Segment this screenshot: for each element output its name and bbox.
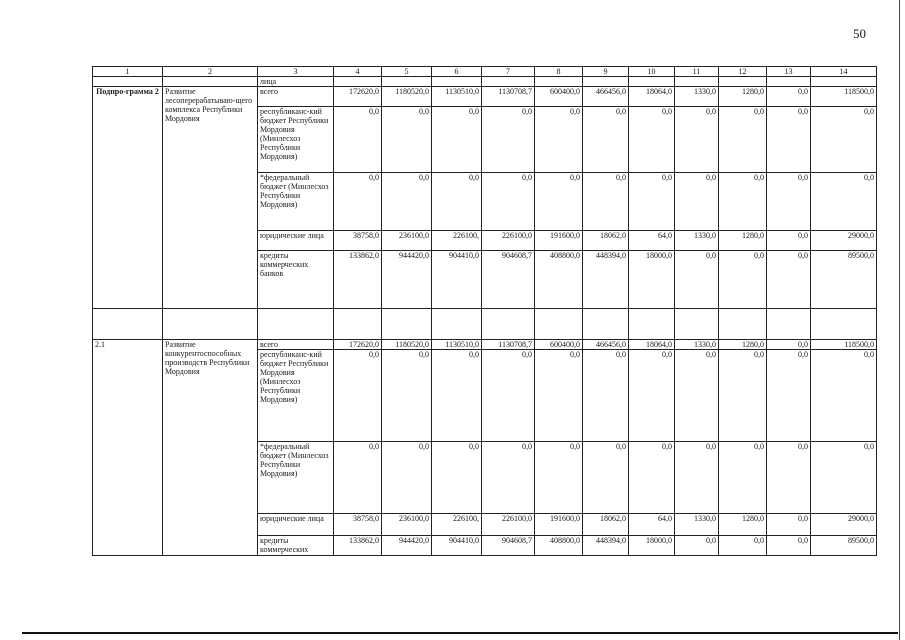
col-num: 9 — [583, 67, 629, 77]
amount-cell: 1330,0 — [675, 231, 719, 251]
amount-cell: 0,0 — [583, 107, 629, 173]
table-row — [93, 87, 877, 107]
amount-cell: 0,0 — [675, 173, 719, 231]
amount-cell: 0,0 — [535, 173, 583, 231]
amount-cell: 0,0 — [535, 350, 583, 442]
amount-cell: 0,0 — [675, 251, 719, 309]
amount-cell: 0,0 — [629, 442, 675, 514]
funding-source-label: республиканс-кий бюджет Республики Мордовия (Минлесхоз Республики Мордовия) — [258, 107, 334, 173]
subprogram-2-block — [93, 87, 877, 309]
funding-source-label: *федеральный бюджет (Минлесхоз Республики Мордовия) — [258, 173, 334, 231]
program-funding-table — [92, 66, 877, 556]
amount-cell: 0,0 — [719, 251, 767, 309]
amount-cell: 1130510,0 — [432, 340, 482, 350]
amount-cell: 0,0 — [767, 514, 811, 536]
amount-cell: 0,0 — [535, 107, 583, 173]
amount-cell: 0,0 — [811, 173, 877, 231]
col-num: 13 — [767, 67, 811, 77]
amount-cell: 38758,0 — [334, 231, 382, 251]
amount-cell: 904608,7 — [482, 251, 535, 309]
amount-cell: 904608,7 — [482, 536, 535, 556]
amount-cell: 0,0 — [719, 350, 767, 442]
amount-cell: 29000,0 — [811, 231, 877, 251]
amount-cell: 0,0 — [482, 350, 535, 442]
amount-cell: 0,0 — [675, 350, 719, 442]
amount-cell: 18064,0 — [629, 87, 675, 107]
amount-cell: 0,0 — [767, 442, 811, 514]
amount-cell: 0,0 — [382, 173, 432, 231]
amount-cell: 0,0 — [432, 173, 482, 231]
amount-cell: 0,0 — [382, 442, 432, 514]
col-num: 1 — [93, 67, 163, 77]
amount-cell: 0,0 — [811, 350, 877, 442]
amount-cell: 904410,0 — [432, 251, 482, 309]
amount-cell: 1280,0 — [719, 340, 767, 350]
amount-cell: 18000,0 — [629, 536, 675, 556]
amount-cell: 0,0 — [767, 350, 811, 442]
amount-cell: 18000,0 — [629, 251, 675, 309]
page-number: 50 — [853, 26, 866, 41]
amount-cell: 0,0 — [535, 442, 583, 514]
amount-cell: 1130708,7 — [482, 87, 535, 107]
amount-cell: 226100, — [432, 231, 482, 251]
program-code: Подпро-грамма 2 — [93, 87, 163, 309]
amount-cell: 0,0 — [583, 442, 629, 514]
amount-cell: 0,0 — [719, 536, 767, 556]
col-num: 14 — [811, 67, 877, 77]
amount-cell: 0,0 — [767, 231, 811, 251]
program-name: Развитие конкурентоспособных производств Республики Мордовия — [163, 340, 258, 556]
amount-cell: 0,0 — [719, 107, 767, 173]
col-num: 7 — [482, 67, 535, 77]
amount-cell: 226100,0 — [482, 231, 535, 251]
amount-cell: 1330,0 — [675, 87, 719, 107]
funding-source-label: всего — [258, 340, 334, 350]
amount-cell: 904410,0 — [432, 536, 482, 556]
funding-source-label: *федеральный бюджет (Минлесхоз Республики Мордовия) — [258, 442, 334, 514]
col-num: 10 — [629, 67, 675, 77]
col-num: 5 — [382, 67, 432, 77]
amount-cell: 1330,0 — [675, 340, 719, 350]
amount-cell: 600400,0 — [535, 87, 583, 107]
funding-source-label: кредиты коммерческих — [258, 536, 334, 556]
amount-cell: 448394,0 — [583, 251, 629, 309]
amount-cell: 0,0 — [629, 173, 675, 231]
col-num: 6 — [432, 67, 482, 77]
amount-cell: 89500,0 — [811, 536, 877, 556]
amount-cell: 0,0 — [629, 350, 675, 442]
program-name: Развитие лесоперерабатываю-щего комплекса Республики Мордовия — [163, 87, 258, 309]
col-num: 8 — [535, 67, 583, 77]
amount-cell: 448394,0 — [583, 536, 629, 556]
col-num: 11 — [675, 67, 719, 77]
amount-cell: 1280,0 — [719, 231, 767, 251]
amount-cell: 0,0 — [432, 442, 482, 514]
amount-cell: 0,0 — [719, 173, 767, 231]
amount-cell: 191600,0 — [535, 514, 583, 536]
amount-cell: 0,0 — [767, 251, 811, 309]
table-row — [93, 77, 877, 87]
program-code: 2.1 — [93, 340, 163, 556]
amount-cell: 0,0 — [334, 350, 382, 442]
amount-cell: 466456,0 — [583, 87, 629, 107]
amount-cell: 1130708,7 — [482, 340, 535, 350]
amount-cell: 118500,0 — [811, 87, 877, 107]
amount-cell: 0,0 — [811, 442, 877, 514]
amount-cell: 944420,0 — [382, 251, 432, 309]
amount-cell: 1180520,0 — [382, 340, 432, 350]
col-num: 3 — [258, 67, 334, 77]
amount-cell: 1280,0 — [719, 87, 767, 107]
funding-source-label: юридические лица — [258, 231, 334, 251]
amount-cell: 0,0 — [767, 536, 811, 556]
amount-cell: 466456,0 — [583, 340, 629, 350]
row-label: лица — [258, 77, 334, 87]
amount-cell: 29000,0 — [811, 514, 877, 536]
amount-cell: 0,0 — [719, 442, 767, 514]
amount-cell: 18062,0 — [583, 514, 629, 536]
scan-edge — [899, 0, 900, 640]
amount-cell: 0,0 — [432, 350, 482, 442]
amount-cell: 0,0 — [382, 107, 432, 173]
amount-cell: 118500,0 — [811, 340, 877, 350]
funding-source-label: кредиты коммерческих банков — [258, 251, 334, 309]
amount-cell: 0,0 — [334, 107, 382, 173]
amount-cell: 64,0 — [629, 514, 675, 536]
amount-cell: 133862,0 — [334, 536, 382, 556]
table-row — [93, 309, 877, 340]
amount-cell: 0,0 — [675, 107, 719, 173]
amount-cell: 0,0 — [767, 173, 811, 231]
amount-cell: 236100,0 — [382, 231, 432, 251]
amount-cell: 0,0 — [382, 350, 432, 442]
amount-cell: 0,0 — [334, 173, 382, 231]
amount-cell: 0,0 — [811, 107, 877, 173]
amount-cell: 172620,0 — [334, 87, 382, 107]
amount-cell: 600400,0 — [535, 340, 583, 350]
amount-cell: 944420,0 — [382, 536, 432, 556]
amount-cell: 226100,0 — [482, 514, 535, 536]
amount-cell: 408800,0 — [535, 251, 583, 309]
amount-cell: 1180520,0 — [382, 87, 432, 107]
amount-cell: 0,0 — [675, 536, 719, 556]
col-num: 12 — [719, 67, 767, 77]
amount-cell: 1330,0 — [675, 514, 719, 536]
amount-cell: 0,0 — [767, 340, 811, 350]
amount-cell: 18062,0 — [583, 231, 629, 251]
measure-2-1-block — [93, 340, 877, 556]
amount-cell: 0,0 — [334, 442, 382, 514]
col-num: 4 — [334, 67, 382, 77]
amount-cell: 0,0 — [767, 107, 811, 173]
amount-cell: 0,0 — [432, 107, 482, 173]
amount-cell: 0,0 — [583, 173, 629, 231]
amount-cell: 38758,0 — [334, 514, 382, 536]
funding-source-label: юридические лица — [258, 514, 334, 536]
amount-cell: 236100,0 — [382, 514, 432, 536]
funding-source-label: республиканс-кий бюджет Республики Мордовия (Минлесхоз Республики Мордовия) — [258, 350, 334, 442]
col-num: 2 — [163, 67, 258, 77]
amount-cell: 0,0 — [629, 107, 675, 173]
scan-edge — [22, 632, 898, 634]
amount-cell: 0,0 — [675, 442, 719, 514]
amount-cell: 1280,0 — [719, 514, 767, 536]
amount-cell: 172620,0 — [334, 340, 382, 350]
amount-cell: 0,0 — [482, 107, 535, 173]
column-number-row — [93, 67, 877, 77]
amount-cell: 1130510,0 — [432, 87, 482, 107]
amount-cell: 0,0 — [482, 173, 535, 231]
amount-cell: 64,0 — [629, 231, 675, 251]
funding-source-label: всего — [258, 87, 334, 107]
amount-cell: 0,0 — [583, 350, 629, 442]
amount-cell: 226100, — [432, 514, 482, 536]
amount-cell: 0,0 — [482, 442, 535, 514]
amount-cell: 18064,0 — [629, 340, 675, 350]
amount-cell: 408800,0 — [535, 536, 583, 556]
amount-cell: 0,0 — [767, 87, 811, 107]
amount-cell: 191600,0 — [535, 231, 583, 251]
amount-cell: 133862,0 — [334, 251, 382, 309]
table-row — [93, 340, 877, 350]
amount-cell: 89500,0 — [811, 251, 877, 309]
